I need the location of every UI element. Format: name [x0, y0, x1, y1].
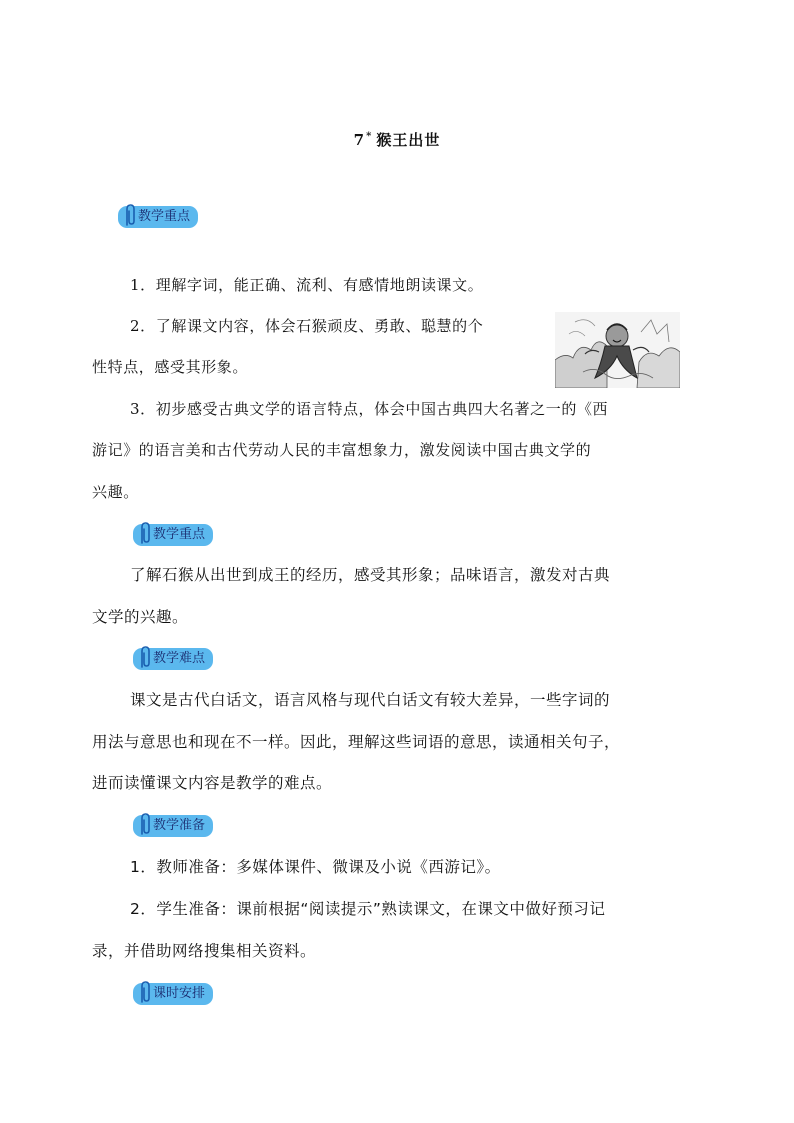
key-points-tag	[133, 524, 213, 546]
objective-line-3a: 3．初步感受古典文学的语言特点，体会中国古典四大名著之一的《西	[130, 400, 609, 418]
objectives-tag	[118, 206, 198, 228]
preparation-line-2a: 2．学生准备：课前根据“阅读提示”熟读课文，在课文中做好预习记	[130, 900, 606, 918]
paperclip-icon	[136, 521, 152, 547]
preparation-line-1: 1．教师准备：多媒体课件、微课及小说《西游记》。	[130, 858, 501, 876]
objective-line-2b: 性特点，感受其形象。	[92, 358, 249, 376]
difficulty-line-1: 课文是古代白话文，语言风格与现代白话文有较大差异，一些字词的	[130, 691, 611, 709]
paperclip-icon	[121, 203, 137, 229]
objective-line-2a: 2．了解课文内容，体会石猴顽皮、勇敢、聪慧的个	[130, 317, 484, 335]
key-points-line-2: 文学的兴趣。	[92, 608, 189, 626]
preparation-line-2b: 录，并借助网络搜集相关资料。	[92, 942, 317, 960]
schedule-tag-label: 课时安排	[153, 986, 206, 1001]
difficulty-tag	[133, 648, 213, 670]
key-points-line-1: 了解石猴从出世到成王的经历，感受其形象；品味语言，激发对古典	[130, 566, 611, 584]
objective-line-1: 1．理解字词，能正确、流利、有感情地朗读课文。	[130, 276, 484, 294]
paperclip-icon	[136, 645, 152, 671]
monkey-king-illustration	[555, 312, 680, 388]
preparation-tag	[133, 815, 213, 837]
title-number: 7	[353, 131, 366, 149]
difficulty-line-3: 进而读懂课文内容是教学的难点。	[92, 774, 333, 792]
paperclip-icon	[136, 812, 152, 838]
key-points-tag-label: 教学重点	[153, 527, 206, 542]
difficulty-tag-label: 教学难点	[153, 651, 206, 666]
objective-line-3c: 兴趣。	[92, 483, 139, 501]
objectives-tag-label: 教学重点	[138, 209, 191, 224]
preparation-tag-label: 教学准备	[153, 818, 206, 833]
difficulty-line-2: 用法与意思也和现在不一样。因此，理解这些词语的意思，读通相关句子，	[92, 733, 621, 751]
title-mark: *	[366, 131, 373, 142]
title-text: 猴王出世	[376, 131, 441, 149]
paperclip-icon	[136, 980, 152, 1006]
objective-line-3b: 游记》的语言美和古代劳动人民的丰富想象力，激发阅读中国古典文学的	[92, 441, 592, 459]
lesson-title	[0, 129, 794, 150]
schedule-tag	[133, 983, 213, 1005]
